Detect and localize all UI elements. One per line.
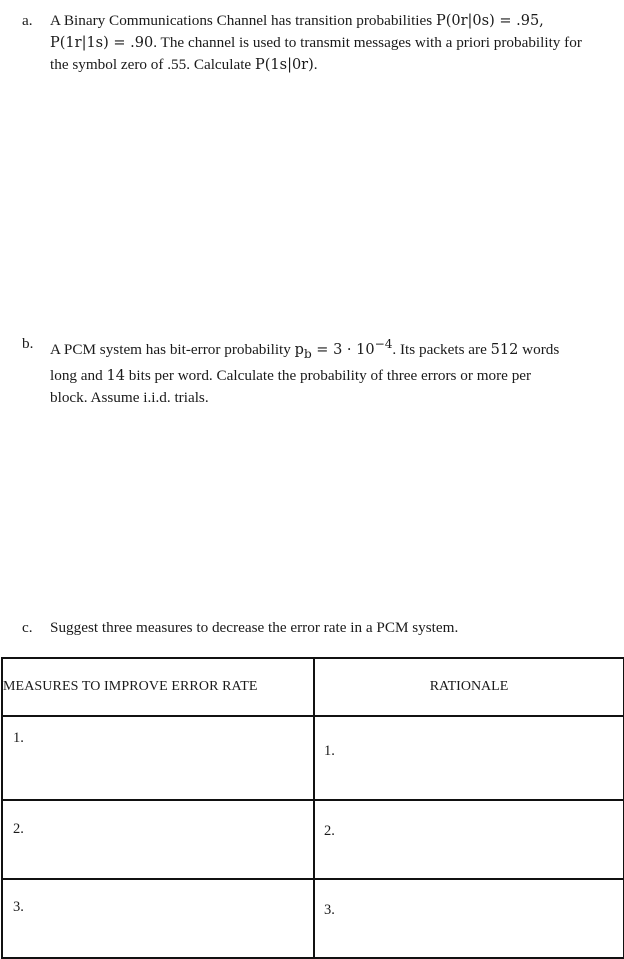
measure-cell-2[interactable]: 2. xyxy=(2,800,314,879)
question-b-text-6: block. Assume i.i.d. trials. xyxy=(50,388,209,406)
bits-count: 14 xyxy=(106,367,125,384)
question-a-math-p1r1s: P(1r|1s) = .90 xyxy=(50,35,154,51)
question-a-line1: A Binary Communications Channel has transition probabilities xyxy=(50,12,436,29)
question-b-text xyxy=(50,333,622,409)
rationale-cell-3[interactable]: 3. xyxy=(314,879,624,958)
header-rationale: RATIONALE xyxy=(314,658,624,716)
question-b-label: b. xyxy=(22,335,34,352)
table-row xyxy=(2,800,624,879)
measure-cell-3[interactable]: 3. xyxy=(2,879,314,958)
table-row xyxy=(2,879,624,958)
header-measures: MEASURES TO IMPROVE ERROR RATE xyxy=(2,658,314,716)
pb-base: p xyxy=(294,341,304,358)
pb-value: = 3 · 10 xyxy=(311,341,375,358)
question-a-math-p0r0s: P(0r|0s) = .95, xyxy=(435,13,544,29)
question-a-math-p1s0r: P(1s|0r) xyxy=(254,57,314,73)
question-a-period: . xyxy=(313,56,318,73)
question-b xyxy=(22,333,622,409)
question-a-line2: . The channel is used to transmit messages with a priori probability for xyxy=(153,34,582,51)
question-c-text: Suggest three measures to decrease the error rate in a PCM system. xyxy=(50,619,459,636)
question-b-text-5: bits per word. Calculate the probability of three errors or more per xyxy=(124,366,532,384)
question-b-text-3: words xyxy=(518,340,560,358)
rationale-cell-1[interactable]: 1. xyxy=(314,716,624,800)
rationale-cell-2[interactable]: 2. xyxy=(314,800,624,879)
question-a xyxy=(22,10,622,76)
pb-exponent: −4 xyxy=(374,337,393,351)
table-row xyxy=(2,716,624,800)
measures-table xyxy=(1,657,624,959)
measure-cell-1[interactable]: 1. xyxy=(2,716,314,800)
question-b-text-2: . Its packets are xyxy=(392,340,491,358)
question-a-label: a. xyxy=(22,12,33,29)
question-a-line3: the symbol zero of .55. Calculate xyxy=(50,56,255,73)
question-b-text-1: A PCM system has bit-error probability xyxy=(50,340,295,358)
question-b-math-pb xyxy=(294,337,393,361)
question-a-text xyxy=(50,10,622,76)
words-count: 512 xyxy=(490,341,519,358)
question-c-label: c. xyxy=(22,619,33,636)
pb-subscript: b xyxy=(303,346,312,361)
question-b-text-4: long and xyxy=(50,366,107,384)
table-header-row xyxy=(2,658,624,716)
question-c xyxy=(22,617,622,639)
